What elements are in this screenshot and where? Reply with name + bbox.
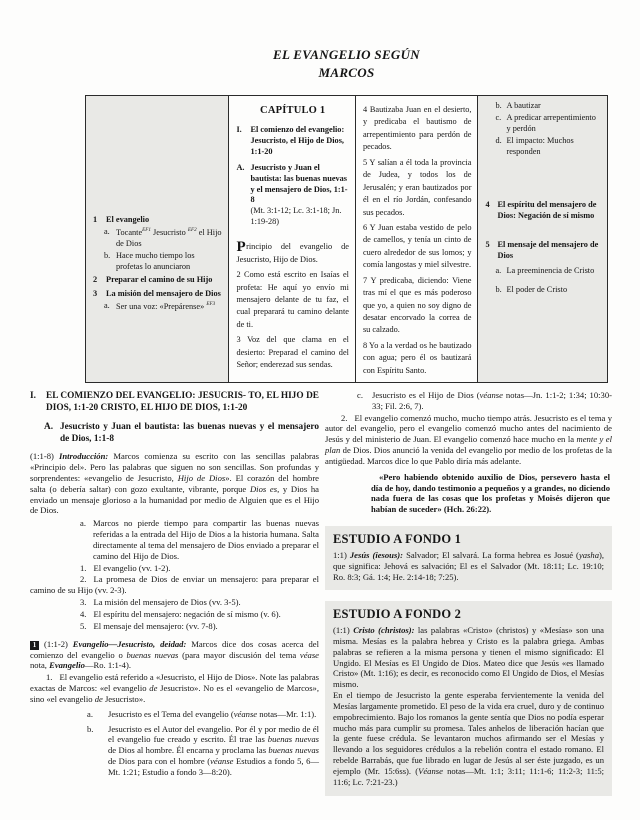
outline-subpoint-c xyxy=(485,113,601,135)
list-item-2 xyxy=(30,574,319,596)
outline-subpoint-label: a. xyxy=(104,226,110,236)
verse-4: 4 Bautizaba Juan en el desierto, y predicaba el bautismo de arrepentimiento para perdón de pecados. xyxy=(362,105,472,152)
list-item-a xyxy=(80,518,319,561)
section-text: Jesucristo y Juan el bautista: las buenas nuevas y el mensajero de Dios, 1:1- 8 xyxy=(250,162,348,205)
outline-subpoint-d xyxy=(485,136,601,158)
deeper-study-body: 1:1) Jesús (iesous): Salvador; El salvará. La forma hebrea es Josué (yasha), que significa: Jehová es salvación; El es el Salvador (Mt. 18:11; Lc. 19:10; Ro. 8:3; Gá. 1:4; He. 2:14-18; 7:25). xyxy=(333,549,605,582)
list-item-3 xyxy=(30,597,319,608)
outline-subpoint-text: Hace mucho tiempo los profetas lo anunciaron xyxy=(116,250,195,271)
deeper-study-title: ESTUDIO A FONDO 1 xyxy=(333,532,462,547)
book-title-line1: EL EVANGELIO SEGÚN xyxy=(273,47,420,62)
list-item-label: a. xyxy=(87,708,93,719)
division-heading-text: EL COMIENZO DEL EVANGELIO: JESUCRIS- TO, EL HIJO DE DIOS, 1:1-20 CRISTO, EL HIJO DE DIOS, 1:1-20 xyxy=(46,391,319,414)
outline-subpoint-label: b. xyxy=(495,285,502,295)
section-label: A. xyxy=(236,162,245,172)
chapter-heading: CAPÍTULO 1 xyxy=(260,105,326,116)
outline-point-4 xyxy=(485,200,601,222)
commentary-column-right xyxy=(325,390,612,796)
verse-8: 8 Yo a la verdad os he bautizado con agua; pero él os bautizará con Espíritu Santo. xyxy=(362,340,472,375)
deeper-study-body-paragraph-1: (1:1) Cristo (christos): las palabras «Cristo» (christos) y «Mesías» son una misma. Mesías es la palabra hebrea y Cristo es la palabra griega. Ambas palabras se refieren a la misma persona y tienen el mismo significado: El Ungido. El Mesías es El Ungido de Dios. Mateo dice que Jesús «es llamado Cristo» (Mt. 1:16); es decir, es reconocido como El Ungido de Dios, el Mesías mismo. xyxy=(333,625,604,690)
page-title xyxy=(85,46,608,81)
verse-7: 7 Y predicaba, diciendo: Viene tras mí el que es más poderoso que yo, a quien no soy digno de desatar encorvado la correa de su calzado. xyxy=(362,275,472,335)
verse-3: 3 Voz del que clama en el desierto: Preparad el camino del Señor; enderezad sus sendas. xyxy=(236,335,349,370)
note-number-square-icon: 1 xyxy=(30,641,39,650)
outline-point-text: Preparar el camino de su Hijo xyxy=(106,275,213,285)
outline-subpoint-label: b. xyxy=(104,250,111,260)
subparagraph-text: El evangelio comenzó mucho, mucho tiempo atrás. Jesucristo es el tema y autor del evangelio, pero el evangelio comenzó mucho antes del nacimiento de Jesús y del ministerio de Juan. El evangelio comenzó hace mucho en la mente y el plan de Dios. Dios anunció la venida del evangelio por medio de los profetas de la antigüedad. Marcos dice lo que Pablo diría más adelante. xyxy=(325,412,612,466)
outline-subpoint-label: a. xyxy=(495,266,502,276)
outline-point-number: 1 xyxy=(93,215,98,224)
verse-6: 6 Y Juan estaba vestido de pelo de camellos, y tenía un cinto de cuero alrededor de sus lomos; y comía langostas y miel silvestre. xyxy=(362,222,472,270)
scripture-column-left xyxy=(228,96,355,382)
outline-table xyxy=(85,95,608,383)
scripture-text-block xyxy=(236,241,349,371)
introduction-paragraph: (1:1-8) Introducción: Marcos comienza su escrito con las sencillas palabras «Principio del». Pero las palabras que siguen no son sencillas. Son profundas y sorprendentes: «evangelio de Jesucristo, Hijo de Dios». El corazón del hombre salta (o debería saltar) con gozo exultante, vibrante, porque Dios es, y Dios ha enviado un mensaje glorioso a la humanidad por medio de Alguien que es el Hijo de Dios. xyxy=(30,451,320,516)
outline-point-text: El evangelio xyxy=(106,215,150,224)
list-item-1 xyxy=(30,563,319,574)
outline-point-text: El espíritu del mensajero de Dios: Negación de sí mismo xyxy=(497,199,597,220)
subparagraph-label: 1. xyxy=(46,672,53,683)
list-item-text: La misión del mensajero de Dios (vv. 3-5). xyxy=(93,597,241,608)
outline-subpoint-text: A predicar arrepentimiento y perdón xyxy=(506,112,596,133)
verse-1: Principio del evangelio de Jesucristo, Hijo de Dios. xyxy=(236,239,349,264)
note-text: (1:1-2) Evangelio—Jesucristo, deidad: Marcos dice dos cosas acerca del comienzo del evangelio o buenas nuevas (para mayor discusión del tema véase nota, Evangelio—Ro. 1:1-4). xyxy=(30,638,319,671)
outline-subpoint-text: La preeminencia de Cristo xyxy=(506,266,595,276)
list-item-label: a. xyxy=(80,518,86,529)
note-subparagraph-1 xyxy=(30,672,319,704)
section-heading-label: A. xyxy=(44,422,54,433)
outline-subpoint-text: Tocante$^{EF1}$ Jesucristo $^{EF2}$ el Hijo de Dios xyxy=(116,226,222,248)
deeper-study-box-1 xyxy=(325,526,612,590)
subparagraph-label: 2. xyxy=(341,412,348,423)
outline-subpoint-3a xyxy=(93,301,222,313)
outline-subpoint-text: El impacto: Muchos responden xyxy=(506,135,574,156)
list-item-text: Jesucristo es el Hijo de Dios (véanse notas—Jn. 1:1-2; 1:34; 10:30-33; Fil. 2:6, 7). xyxy=(372,390,612,411)
scripture-column-right xyxy=(355,96,478,382)
outline-subpoint-5a xyxy=(485,266,601,277)
outline-subpoint-b xyxy=(485,101,601,112)
list-item-5 xyxy=(30,621,319,632)
outline-point-2 xyxy=(93,275,222,286)
outline-point-number: 5 xyxy=(485,239,490,249)
list-item-text: El espíritu del mensajero: negación de sí mismo (v. 6). xyxy=(93,608,281,619)
deeper-study-body-paragraph-2: En el tiempo de Jesucristo la gente esperaba fervientemente la venida del Mesías largamente prometido. El peso de la vida era cruel, duro y de continuo empobrecimiento. Bajo los romanos la gente sentía que Dios no podía esperar mucho más para cumplir su promesa. Tales anhelos de liberación hacían que la gente fuese crédula. Se levantaron muchos afirmando ser el Mesías y llevando a los seguidores crédulos a la rebelión contra el estado romano. El rebelde Barrabás, que fue librado en lugar de Jesús al ser éste juzgado, es un ejemplo (Mr. 15:6ss). (Véanse notas—Mt. 1:1; 3:11; 11:1-6; 11:2-3; 11:5; 11:6; Lc. 7:21-23.) xyxy=(333,690,604,787)
outline-subpoint-text: Ser una voz: «Prepárense» $^{EF3}$ xyxy=(116,301,216,312)
division-label: I. xyxy=(236,124,242,134)
outline-subpoint-label: c. xyxy=(495,112,502,122)
division-text: El comienzo del evangelio: Jesucristo, el Hijo de Dios, 1:1-20 xyxy=(250,124,345,156)
commentary-column-left xyxy=(30,390,319,778)
list-item-label: 4. xyxy=(80,608,87,619)
division-heading-label: I. xyxy=(30,391,36,401)
outline-subpoint-1b xyxy=(93,251,222,273)
subparagraph-text: El evangelio está referido a «Jesucristo, el Hijo de Dios». Note las palabras exactas de Marcos: «el evangelio de Jesucristo». No es el «evangelio de Marcos», sino «el evangelio de Jesucristo». xyxy=(30,672,319,704)
section-heading-text: Jesucristo y Juan el bautista: las buenas nuevas y el mensajero de Dios, 1:1-8 xyxy=(60,422,319,445)
outline-subpoint-label: a. xyxy=(104,301,110,311)
list-item-4 xyxy=(30,609,319,620)
list-item-label: 2. xyxy=(80,574,87,585)
note-1-paragraph xyxy=(30,639,319,672)
parallel-references: (Mt. 3:1-12; Lc. 3:1-18; Jn. 1:19-28) xyxy=(250,206,342,227)
list-item-label: 3. xyxy=(80,597,87,608)
note-subparagraph-2 xyxy=(325,413,612,467)
list-item-text: El mensaje del mensajero: (vv. 7-8). xyxy=(93,620,218,631)
deeper-study-box-2 xyxy=(325,601,612,795)
outline-subpoint-5b xyxy=(485,285,601,296)
division-heading-I xyxy=(236,125,349,158)
list-item-text: El evangelio (vv. 1-2). xyxy=(93,562,171,573)
deeper-study-title: ESTUDIO A FONDO 2 xyxy=(333,607,462,622)
outline-point-5 xyxy=(485,240,601,262)
outline-point-1 xyxy=(93,215,222,226)
division-heading xyxy=(30,390,319,414)
outline-point-number: 3 xyxy=(93,289,98,299)
list-item-text: La promesa de Dios de enviar un mensajero: para preparar el camino de su Hijo (vv. 2-3). xyxy=(30,574,319,596)
section-heading xyxy=(44,421,319,445)
list-item-label: 5. xyxy=(80,620,87,631)
verse-2: 2 Como está escrito en Isaías el profeta: He aquí yo envío mi mensajero delante de tu faz, el cual preparará tu camino delante de ti. xyxy=(236,270,349,329)
outline-point-number: 2 xyxy=(93,275,98,285)
list-item-label: 1. xyxy=(80,562,87,573)
section-heading-A xyxy=(236,163,349,229)
note-list-item-c xyxy=(357,390,612,412)
outline-point-3 xyxy=(93,289,222,300)
outline-point-text: La misión del mensajero de Dios xyxy=(106,289,221,299)
scripture-quote: «Pero habiendo obtenido auxilio de Dios, persevero hasta el día de hoy, dando testimonio a pequeños y a grandes, no diciendo nada fuera de las cosas que los profetas y Moisés dijeron que habían de suceder» (Hch. 26:22). xyxy=(371,471,610,515)
outline-subpoint-label: d. xyxy=(495,135,502,145)
note-list-item-b xyxy=(87,724,319,778)
outline-column-left xyxy=(86,96,228,382)
outline-point-text: El mensaje del mensajero de Dios xyxy=(497,239,599,260)
outline-column-right xyxy=(477,96,607,382)
outline-subpoint-text: A bautizar xyxy=(506,101,541,110)
outline-subpoint-text: El poder de Cristo xyxy=(506,285,568,295)
verse-5: 5 Y salían a él toda la provincia de Judea, y todos los de Jerusalén; y eran bautizados por él en el río Jordán, confesando sus pecados. xyxy=(362,157,472,217)
outline-subpoint-1a xyxy=(93,227,222,250)
list-item-text: Marcos no pierde tiempo para compartir las buenas nuevas referidas a la entrada del Hijo de Dios a la historia humana. Salta directamente al tema del mensajero de Dios enviado a preparar el camino del Hijo de Dios. xyxy=(93,518,319,561)
note-list-item-a xyxy=(87,709,319,720)
list-item-label: c. xyxy=(357,390,363,400)
outline-point-number: 4 xyxy=(485,199,490,209)
list-item-text: Jesucristo es el Autor del evangelio. Por él y por medio de él el evangelio fue creado y escrito. Él trae las buenas nuevas de Dios al hombre. Él encarna y proclama las buenas nuevas de Dios para con el hombre (véanse Estudios a fondo 5, 6—Mt. 1:21; Estudio a fondo 3—8:20). xyxy=(108,723,320,777)
list-item-text: Jesucristo es el Tema del evangelio (véanse notas—Mr. 1:1). xyxy=(108,708,317,719)
outline-subpoint-label: b. xyxy=(495,101,502,110)
list-item-label: b. xyxy=(87,723,94,734)
book-title-line2: MARCOS xyxy=(318,64,375,80)
